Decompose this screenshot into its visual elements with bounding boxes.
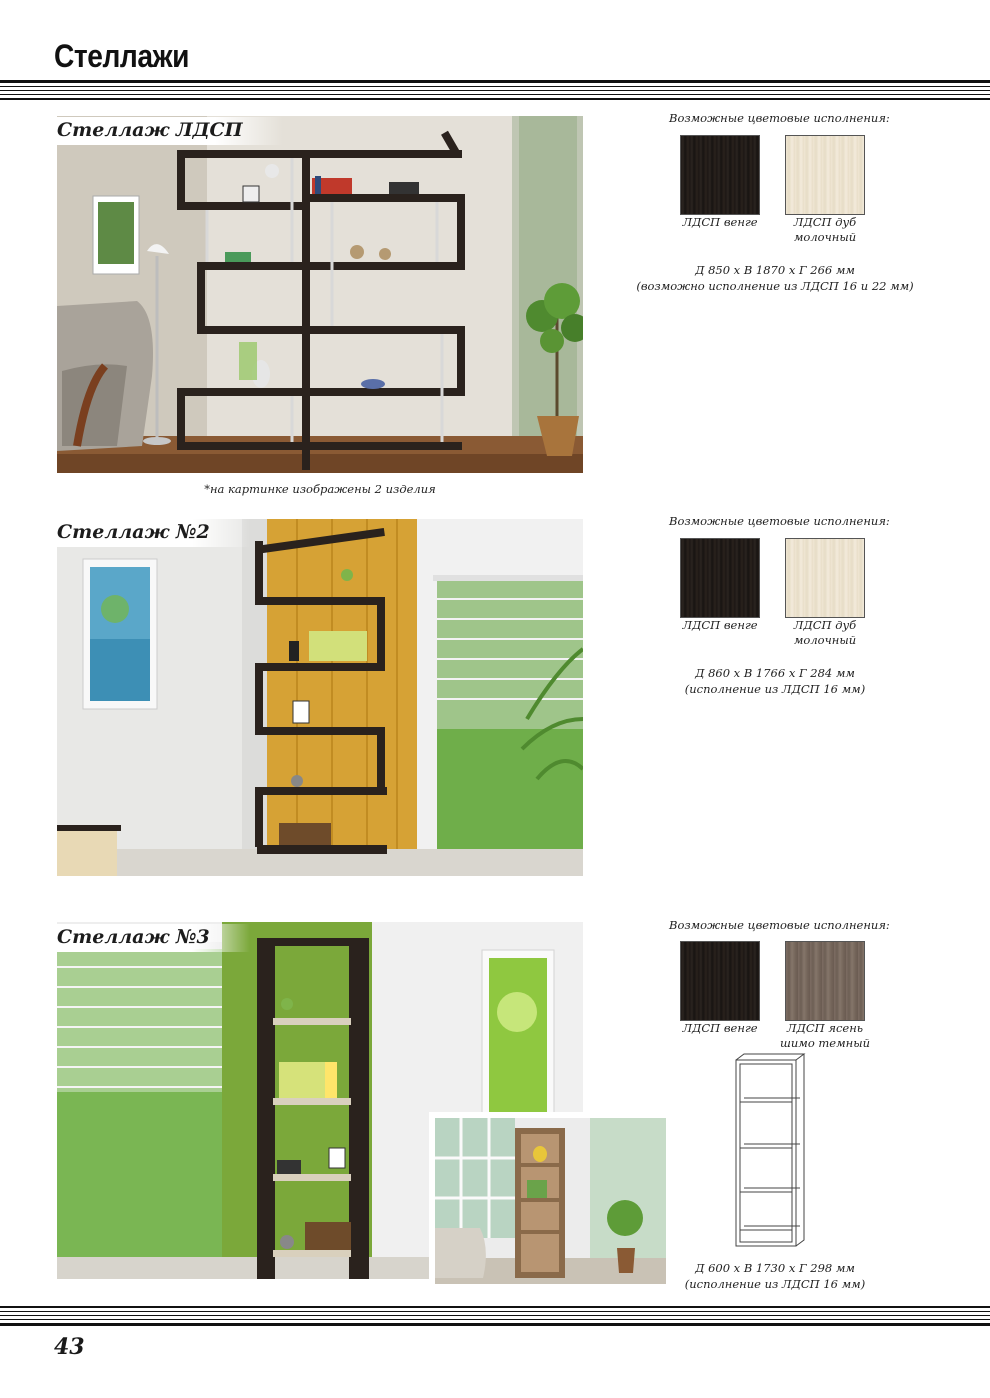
technical-drawing — [728, 1052, 812, 1256]
section-title-no3: Стеллаж №3 — [57, 924, 250, 952]
section-title-no2: Стеллаж №2 — [57, 519, 250, 547]
swatch-oak-milk — [785, 135, 865, 215]
swatch-label: ЛДСП ясень шимо темный — [779, 1021, 870, 1050]
swatch-label: ЛДСП венге — [682, 618, 758, 632]
swatch-wenge — [680, 135, 760, 215]
colors-title: Возможные цветовые исполнения: — [669, 918, 890, 932]
product-photo-no3-oak — [429, 1112, 672, 1290]
photo-caption: *на картинке изображены 2 изделия — [204, 482, 436, 496]
swatch-label: ЛДСП дуб молочный — [793, 618, 857, 647]
swatch-ash-shimo-dark — [785, 941, 865, 1021]
swatch-label: ЛДСП венге — [682, 1021, 758, 1035]
dimensions-spec: Д 850 х В 1870 х Г 266 мм (возможно исполнение из ЛДСП 16 и 22 мм) — [636, 263, 914, 293]
dimensions-spec: Д 860 х В 1766 х Г 284 мм (исполнение из ЛДСП 16 мм) — [684, 666, 866, 696]
shelf-line-drawing — [728, 1052, 812, 1252]
product-photo-ldsp — [57, 116, 583, 473]
swatch-wenge — [680, 538, 760, 618]
colors-title: Возможные цветовые исполнения: — [669, 111, 890, 125]
swatch-oak-milk — [785, 538, 865, 618]
swatch-label: ЛДСП венге — [682, 215, 758, 229]
dimensions-spec: Д 600 х В 1730 х Г 298 мм (исполнение из ЛДСП 16 мм) — [684, 1261, 866, 1291]
colors-title: Возможные цветовые исполнения: — [669, 514, 890, 528]
swatch-wenge — [680, 941, 760, 1021]
section-title-ldsp: Стеллаж ЛДСП — [57, 117, 283, 145]
page-title: Стеллажи — [54, 38, 189, 74]
shelf-interior-photo — [57, 116, 583, 473]
page-number: 43 — [54, 1334, 85, 1360]
shelf-interior-photo — [57, 519, 583, 876]
shelf-room-photo — [435, 1118, 666, 1284]
product-photo-no2 — [57, 519, 583, 876]
swatch-label: ЛДСП дуб молочный — [793, 215, 857, 244]
